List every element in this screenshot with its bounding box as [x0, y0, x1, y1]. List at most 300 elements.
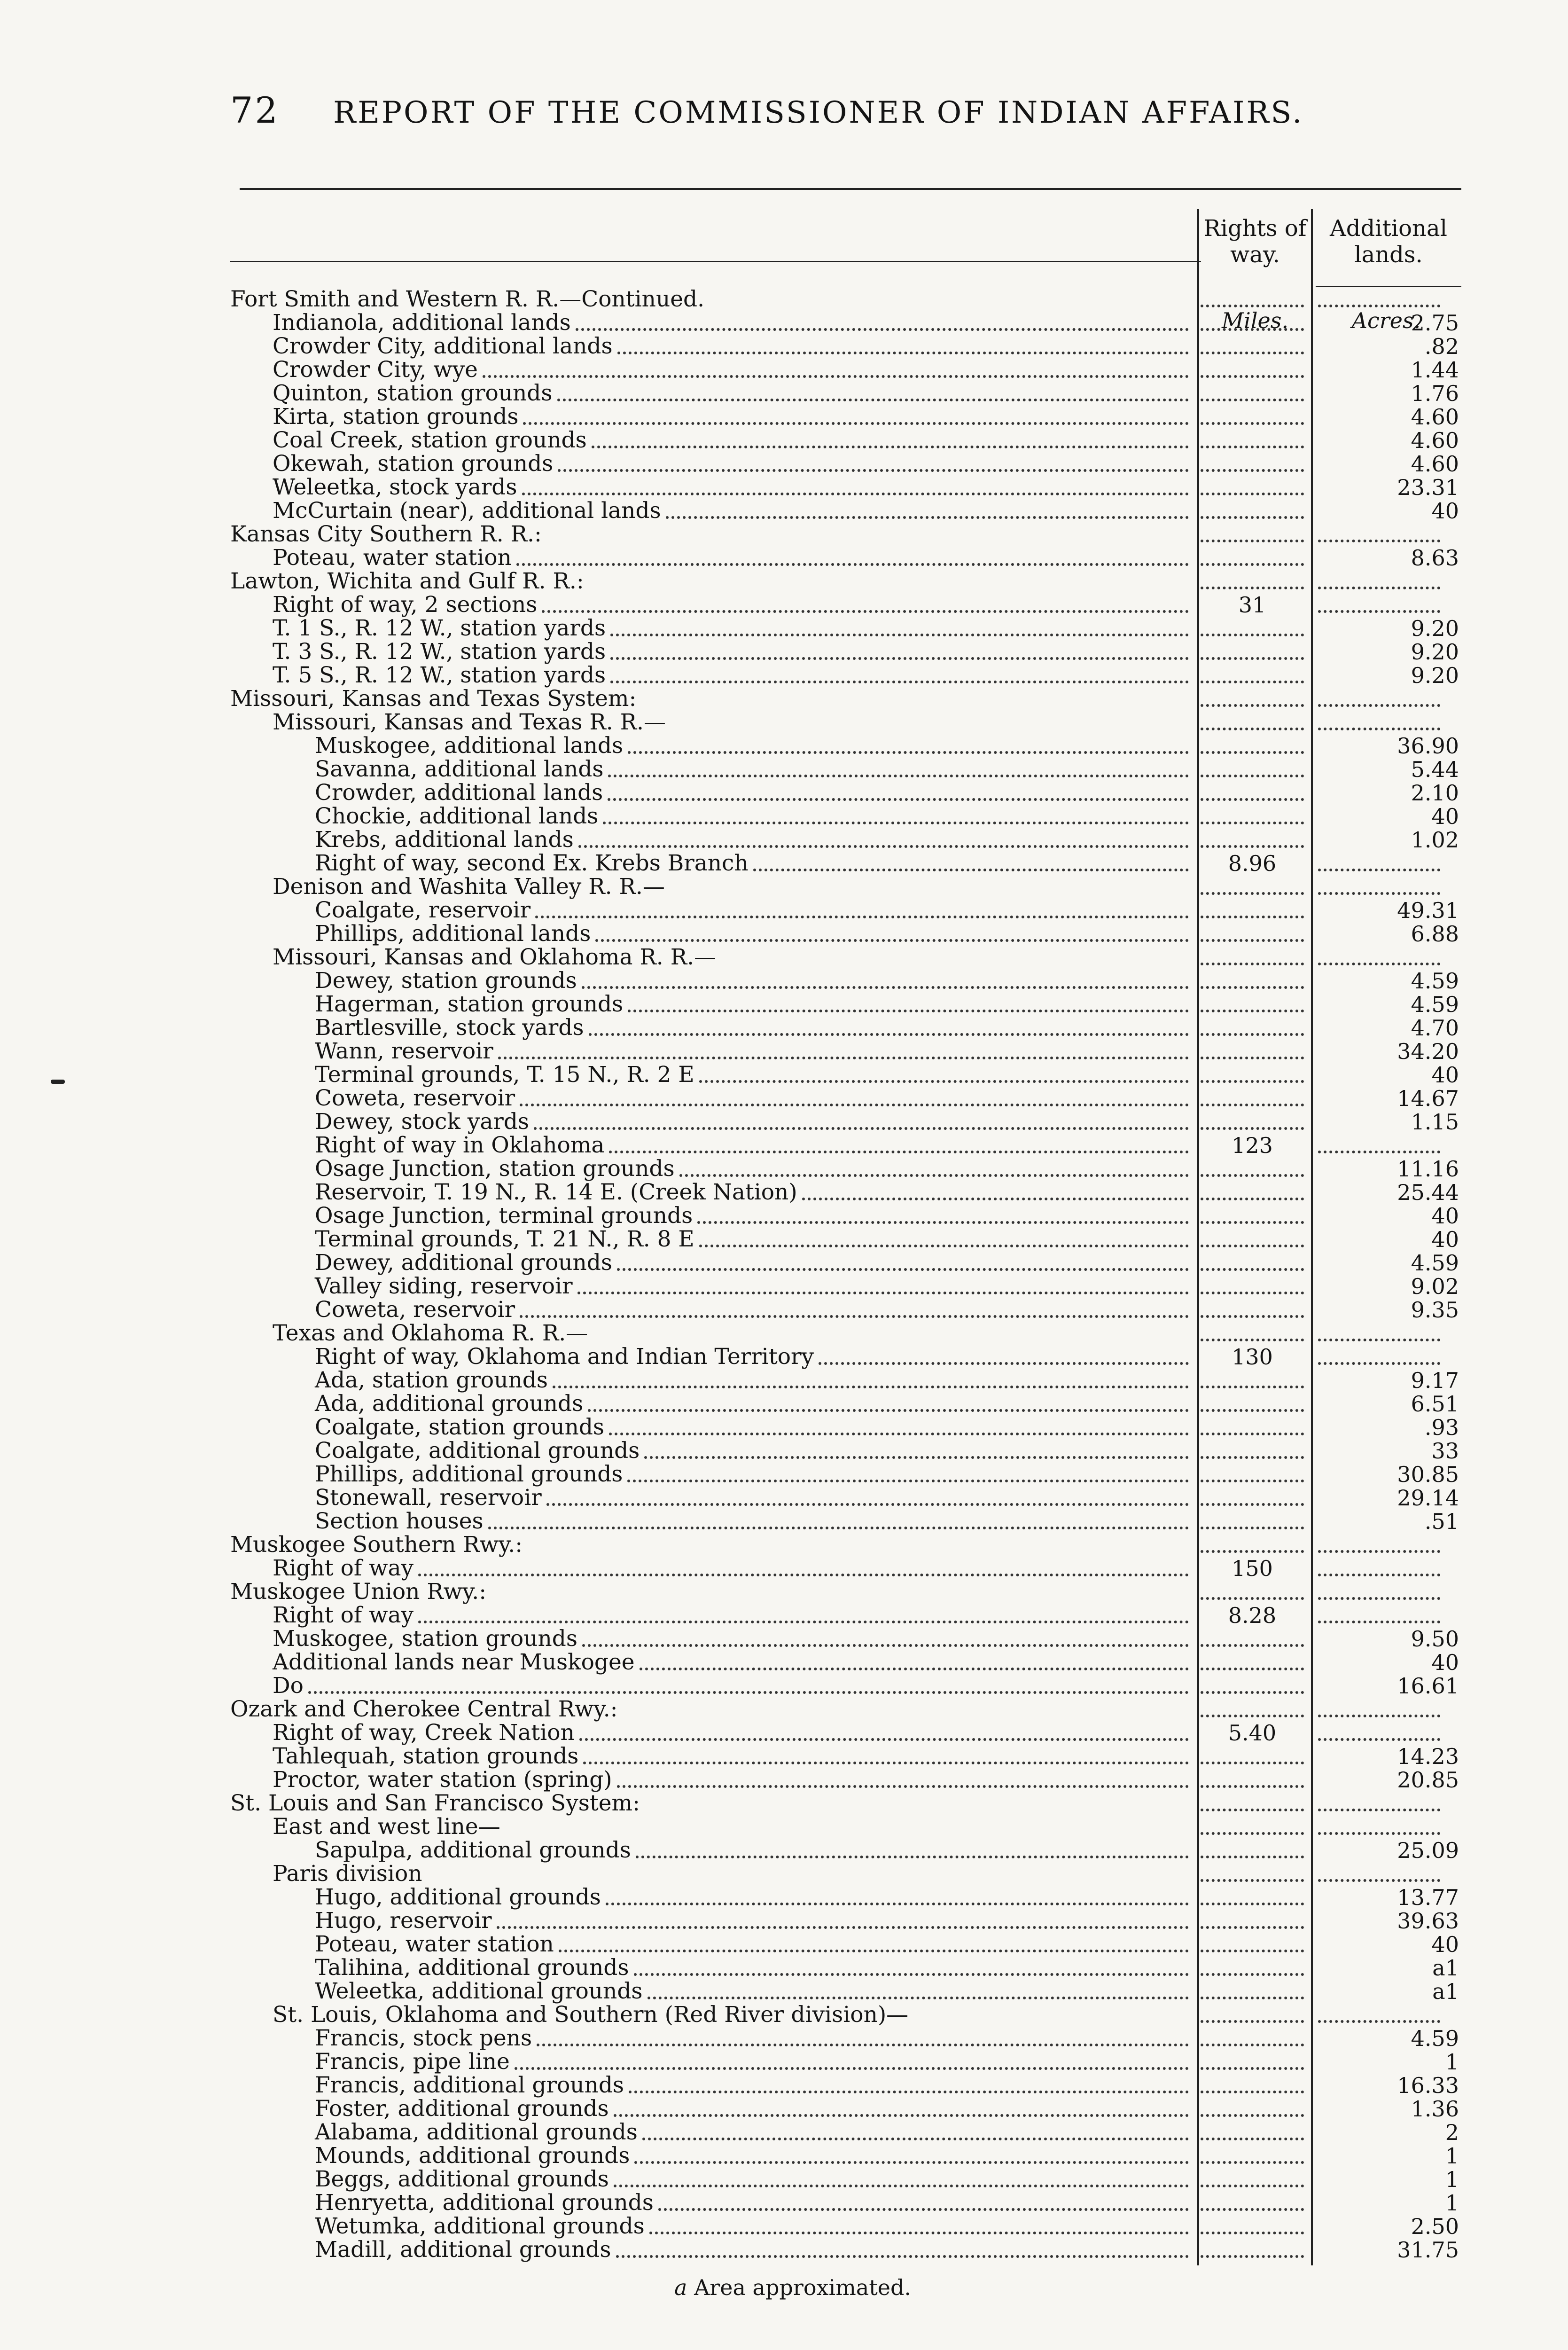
table-row [0, 570, 1568, 593]
table-row [0, 1627, 1568, 1651]
row-label: Muskogee Union Rwy.: [230, 1579, 487, 1605]
acres-leader [1318, 869, 1440, 871]
table-row [0, 1604, 1568, 1627]
row-label: Osage Junction, station grounds [315, 1156, 675, 1182]
miles-leader [1201, 446, 1304, 448]
dot-leader [553, 1386, 1189, 1388]
miles-cell: 31 [1238, 592, 1266, 618]
acres-leader [1318, 1809, 1440, 1811]
dot-leader [640, 1668, 1189, 1670]
dot-leader [658, 2208, 1189, 2211]
miles-leader [1201, 1597, 1304, 1600]
dot-leader [588, 1409, 1189, 1412]
acres-leader [1318, 1550, 1440, 1553]
dot-leader [617, 352, 1189, 354]
table-row [0, 593, 1568, 617]
acres-cell: 16.61 [1397, 1673, 1459, 1699]
acres-cell: 9.02 [1411, 1274, 1459, 1299]
row-label: Chockie, additional lands [315, 803, 599, 829]
table-row [0, 358, 1568, 382]
table-row [0, 382, 1568, 405]
acres-leader [1318, 1738, 1440, 1741]
row-label: Dewey, stock yards [315, 1109, 530, 1135]
row-label: Hugo, reservoir [315, 1908, 492, 1934]
acres-cell: 40 [1431, 1227, 1459, 1252]
dot-leader [523, 422, 1189, 425]
miles-leader [1201, 563, 1304, 566]
row-label: Right of way, Creek Nation [273, 1720, 575, 1746]
acres-leader [1318, 1715, 1440, 1717]
miles-leader [1201, 892, 1304, 895]
acres-leader [1318, 1879, 1440, 1882]
row-label: Madill, additional grounds [315, 2237, 611, 2263]
dot-leader [753, 869, 1189, 871]
miles-leader [1201, 1856, 1304, 1858]
table-row [0, 1275, 1568, 1298]
row-label: Right of way in Oklahoma [315, 1132, 605, 1158]
lands-header-rule [1316, 286, 1461, 287]
miles-leader [1201, 2161, 1304, 2164]
dot-leader [498, 1057, 1189, 1059]
table-row [0, 1839, 1568, 1862]
row-label: Kansas City Southern R. R.: [230, 521, 542, 547]
miles-cell: 123 [1232, 1133, 1273, 1158]
miles-cell: 5.40 [1228, 1720, 1277, 1746]
table-row [0, 1157, 1568, 1181]
miles-leader [1201, 469, 1304, 472]
acres-leader [1318, 1621, 1440, 1623]
table-row [0, 1533, 1568, 1557]
miles-leader [1201, 1997, 1304, 1999]
dot-leader [628, 1010, 1189, 1012]
table-row [0, 805, 1568, 828]
table-row [0, 1392, 1568, 1416]
table-row [0, 2027, 1568, 2050]
acres-cell: 25.44 [1397, 1180, 1459, 1205]
row-label: Osage Junction, terminal grounds [315, 1203, 693, 1229]
table-row [0, 1956, 1568, 1980]
miles-leader [1201, 399, 1304, 401]
miles-leader [1201, 1292, 1304, 1294]
row-label: Talihina, additional grounds [315, 1955, 629, 1981]
table-row [0, 546, 1568, 570]
dot-leader [610, 681, 1189, 683]
miles-leader [1201, 1480, 1304, 1482]
miles-leader [1201, 352, 1304, 354]
dot-leader [699, 1245, 1189, 1247]
miles-leader [1201, 2020, 1304, 2023]
miles-leader [1201, 775, 1304, 777]
row-label: Terminal grounds, T. 21 N., R. 8 E [315, 1226, 694, 1252]
miles-leader [1201, 1433, 1304, 1435]
row-label: Weleetka, stock yards [273, 474, 517, 500]
row-label: T. 1 S., R. 12 W., station yards [273, 615, 606, 641]
row-label: Ozark and Cherokee Central Rwy.: [230, 1696, 618, 1722]
acres-leader [1318, 305, 1440, 307]
dot-leader [802, 1198, 1189, 1200]
table-row [0, 429, 1568, 452]
table-row [0, 1486, 1568, 1510]
acres-cell: 31.75 [1397, 2237, 1459, 2263]
acres-cell: 1.76 [1411, 381, 1459, 406]
row-label: Coalgate, station grounds [315, 1414, 605, 1440]
miles-leader [1201, 681, 1304, 683]
acres-leader [1318, 1574, 1440, 1576]
row-label: Do [273, 1673, 304, 1699]
footnote-mark: a [674, 2275, 687, 2300]
dot-leader [537, 2044, 1189, 2046]
dot-leader [609, 1151, 1189, 1153]
miles-leader [1201, 1832, 1304, 1835]
row-label: Weleetka, additional grounds [315, 1978, 643, 2004]
row-label: Muskogee, station grounds [273, 1626, 577, 1652]
table-row [0, 1463, 1568, 1486]
row-label: Missouri, Kansas and Texas R. R.— [273, 709, 666, 735]
dot-leader [558, 469, 1189, 472]
miles-leader [1201, 1503, 1304, 1506]
miles-leader [1201, 2138, 1304, 2140]
dot-leader [606, 1903, 1189, 1905]
column-header-rule [230, 261, 1201, 262]
miles-leader [1201, 798, 1304, 801]
acres-cell: 40 [1431, 1932, 1459, 1957]
acres-cell: 14.67 [1397, 1086, 1459, 1111]
table-row [0, 899, 1568, 922]
dot-leader [589, 1033, 1189, 1036]
acres-cell: 9.35 [1411, 1297, 1459, 1323]
miles-leader [1201, 1315, 1304, 1318]
table-row [0, 499, 1568, 523]
table-row [0, 664, 1568, 687]
miles-leader [1201, 1080, 1304, 1083]
table-row [0, 1745, 1568, 1768]
dot-leader [636, 1856, 1189, 1858]
acres-cell: 5.44 [1411, 757, 1459, 782]
acres-leader [1318, 728, 1440, 730]
acres-cell: 1.44 [1411, 357, 1459, 383]
acres-unit-label: Acres. [1351, 308, 1421, 333]
table-row [0, 288, 1568, 311]
miles-leader [1201, 2114, 1304, 2117]
table-row [0, 1087, 1568, 1110]
row-label: Right of way [273, 1555, 414, 1581]
dot-leader [418, 1574, 1189, 1576]
row-label: Wetumka, additional grounds [315, 2213, 645, 2239]
miles-leader [1201, 1245, 1304, 1247]
table-row [0, 1909, 1568, 1933]
miles-leader [1201, 2091, 1304, 2093]
miles-leader [1201, 2255, 1304, 2258]
miles-leader [1201, 634, 1304, 636]
dot-leader [697, 1221, 1189, 1224]
table-row [0, 1862, 1568, 1886]
row-label: East and west line— [273, 1814, 500, 1840]
acres-leader [1318, 704, 1440, 707]
acres-cell: 14.23 [1397, 1744, 1459, 1769]
miles-leader [1201, 751, 1304, 754]
acres-leader [1318, 1362, 1440, 1365]
table-row [0, 758, 1568, 781]
dot-leader [592, 446, 1189, 448]
miles-leader [1201, 1668, 1304, 1670]
acres-cell: 4.70 [1411, 1015, 1459, 1041]
acres-cell: 20.85 [1397, 1767, 1459, 1793]
table-row [0, 2121, 1568, 2144]
miles-cell: 130 [1232, 1344, 1273, 1370]
row-label: Missouri, Kansas and Texas System: [230, 686, 637, 712]
miles-leader [1201, 986, 1304, 989]
acres-cell: 1.36 [1411, 2096, 1459, 2122]
row-label: Francis, pipe line [315, 2049, 510, 2075]
acres-leader [1318, 1832, 1440, 1835]
dot-leader [546, 1503, 1189, 1506]
row-label: Phillips, additional grounds [315, 1461, 623, 1487]
acres-cell: 4.60 [1411, 404, 1459, 430]
miles-leader [1201, 1550, 1304, 1553]
acres-cell: 11.16 [1397, 1156, 1459, 1182]
dot-leader [629, 2091, 1189, 2093]
dot-leader [534, 1127, 1189, 1130]
miles-leader [1201, 1033, 1304, 1036]
table-row [0, 617, 1568, 640]
table-row [0, 1228, 1568, 1251]
table-row [0, 1651, 1568, 1674]
table-row [0, 2003, 1568, 2027]
table-row [0, 1721, 1568, 1745]
acres-leader [1318, 963, 1440, 965]
dot-leader [614, 2114, 1189, 2117]
row-label: Additional lands near Muskogee [273, 1649, 635, 1675]
table-row [0, 1439, 1568, 1463]
row-label: Hugo, additional grounds [315, 1884, 601, 1910]
acres-cell: 40 [1431, 804, 1459, 829]
acres-cell: 40 [1431, 498, 1459, 524]
miles-leader [1201, 1127, 1304, 1130]
row-label: Right of way [273, 1602, 414, 1628]
acres-cell: 4.59 [1411, 2026, 1459, 2051]
table-row [0, 687, 1568, 711]
miles-leader [1201, 2044, 1304, 2046]
acres-cell: a1 [1432, 1979, 1459, 2004]
table-row [0, 828, 1568, 852]
acres-leader [1318, 1339, 1440, 1341]
table-row [0, 1204, 1568, 1228]
row-label: Phillips, additional lands [315, 921, 591, 947]
table-row [0, 335, 1568, 358]
row-label: Bartlesville, stock yards [315, 1015, 584, 1041]
table-row [0, 922, 1568, 946]
dot-leader [642, 2138, 1189, 2140]
table-row [0, 1768, 1568, 1792]
table-row [0, 1110, 1568, 1134]
row-label: Krebs, additional lands [315, 827, 574, 853]
miles-leader [1201, 1104, 1304, 1106]
row-label: Coalgate, additional grounds [315, 1438, 640, 1464]
dot-leader [649, 2232, 1189, 2234]
miles-leader [1201, 375, 1304, 378]
table-row [0, 405, 1568, 429]
acres-cell: 1 [1445, 2143, 1459, 2169]
miles-leader [1201, 845, 1304, 848]
acres-leader [1318, 892, 1440, 895]
row-label: Valley siding, reservoir [315, 1273, 573, 1299]
table-row [0, 2191, 1568, 2215]
acres-cell: 4.59 [1411, 968, 1459, 994]
miles-cell: 8.96 [1228, 851, 1277, 876]
table-row [0, 1063, 1568, 1087]
table-row [0, 1181, 1568, 1204]
acres-cell: .82 [1424, 334, 1459, 359]
table-row [0, 1933, 1568, 1956]
row-label: Tahlequah, station grounds [273, 1743, 579, 1769]
dot-leader [515, 2067, 1189, 2070]
miles-leader [1201, 1809, 1304, 1811]
miles-leader [1201, 657, 1304, 660]
row-label: Crowder City, wye [273, 357, 478, 383]
row-label: T. 5 S., R. 12 W., station yards [273, 662, 606, 688]
acres-cell: 9.20 [1411, 616, 1459, 641]
acres-cell: 1.02 [1411, 827, 1459, 853]
miles-leader [1201, 1456, 1304, 1459]
row-label: Lawton, Wichita and Gulf R. R.: [230, 568, 584, 594]
table-row [0, 2050, 1568, 2074]
print-speck [51, 1080, 65, 1084]
acres-cell: 1 [1445, 2167, 1459, 2192]
row-label: Right of way, 2 sections [273, 592, 538, 618]
row-label: Poteau, water station [315, 1931, 554, 1957]
dot-leader [516, 563, 1189, 566]
dot-leader [699, 1080, 1189, 1083]
dot-leader [535, 916, 1189, 918]
row-label: Foster, additional grounds [315, 2096, 609, 2122]
dot-leader [542, 610, 1189, 613]
row-label: Crowder City, additional lands [273, 333, 613, 359]
dot-leader [520, 1104, 1189, 1106]
table-row [0, 1322, 1568, 1345]
miles-leader [1201, 2185, 1304, 2187]
miles-leader [1201, 587, 1304, 589]
miles-leader [1201, 1409, 1304, 1412]
table-row [0, 969, 1568, 993]
row-label: Coweta, reservoir [315, 1297, 515, 1323]
acres-cell: 4.59 [1411, 1250, 1459, 1276]
row-label: Texas and Oklahoma R. R.— [273, 1320, 588, 1346]
footnote [674, 2275, 911, 2300]
dot-leader [595, 939, 1189, 942]
row-label: Ada, station grounds [315, 1367, 548, 1393]
acres-cell: 1 [1445, 2190, 1459, 2216]
acres-leader [1318, 610, 1440, 613]
table-row [0, 852, 1568, 875]
page-number: 72 [230, 89, 280, 131]
miles-leader [1201, 704, 1304, 707]
acres-cell: 39.63 [1397, 1908, 1459, 1934]
row-label: Coal Creek, station grounds [273, 427, 587, 453]
dot-leader [582, 1644, 1189, 1647]
miles-leader [1201, 1644, 1304, 1647]
acres-leader [1318, 1597, 1440, 1600]
table-row [0, 640, 1568, 664]
acres-cell: 2.50 [1411, 2214, 1459, 2239]
miles-leader [1201, 916, 1304, 918]
table-row [0, 2144, 1568, 2168]
row-label: Hagerman, station grounds [315, 991, 624, 1017]
dot-leader [617, 1785, 1189, 1788]
row-label: McCurtain (near), additional lands [273, 498, 661, 524]
dot-leader [603, 822, 1189, 824]
table-row [0, 1674, 1568, 1698]
table-row [0, 1792, 1568, 1815]
dot-leader [308, 1691, 1189, 1694]
dot-leader [488, 1527, 1189, 1529]
dot-leader [483, 375, 1189, 378]
row-label: Kirta, station grounds [273, 404, 519, 430]
miles-leader [1201, 2232, 1304, 2234]
acres-cell: 2.10 [1411, 780, 1459, 806]
acres-leader [1318, 540, 1440, 542]
table-row [0, 1016, 1568, 1040]
miles-leader [1201, 328, 1304, 331]
table-row [0, 2168, 1568, 2191]
dot-leader [666, 516, 1189, 519]
table-row [0, 711, 1568, 734]
miles-leader [1201, 1527, 1304, 1529]
row-label: Henryetta, additional grounds [315, 2190, 654, 2216]
dot-leader [617, 1268, 1189, 1271]
row-label: Terminal grounds, T. 15 N., R. 2 E [315, 1062, 694, 1088]
acres-cell: 1 [1445, 2049, 1459, 2075]
acres-cell: 40 [1431, 1650, 1459, 1675]
dot-leader [579, 1738, 1189, 1741]
acres-cell: 4.60 [1411, 428, 1459, 453]
miles-leader [1201, 1386, 1304, 1388]
table-row [0, 1298, 1568, 1322]
row-label: St. Louis and San Francisco System: [230, 1790, 640, 1816]
miles-leader [1201, 1010, 1304, 1012]
miles-leader [1201, 1879, 1304, 1882]
table-row [0, 1815, 1568, 1839]
row-label: Denison and Washita Valley R. R.— [273, 874, 665, 900]
miles-leader [1201, 2067, 1304, 2070]
miles-leader [1201, 1268, 1304, 1271]
miles-unit-label: Miles. [1222, 308, 1288, 333]
table-row [0, 1134, 1568, 1157]
additional-lands-header: Additional lands. [1330, 215, 1447, 268]
acres-leader [1318, 587, 1440, 589]
acres-cell: 4.60 [1411, 451, 1459, 477]
row-label: Ada, additional grounds [315, 1391, 584, 1417]
row-label: Fort Smith and Western R. R.—Continued. [230, 286, 705, 312]
acres-cell: 6.88 [1411, 921, 1459, 947]
miles-leader [1201, 728, 1304, 730]
row-label: Francis, additional grounds [315, 2072, 624, 2098]
table-row [0, 311, 1568, 335]
table-row [0, 1980, 1568, 2003]
row-label: Alabama, additional grounds [315, 2119, 638, 2145]
dot-leader [614, 2185, 1189, 2187]
acres-cell: .93 [1424, 1415, 1459, 1440]
miles-leader [1201, 1174, 1304, 1177]
row-label: Section houses [315, 1508, 484, 1534]
miles-leader [1201, 1762, 1304, 1764]
table-row [0, 1040, 1568, 1063]
acres-cell: 2.75 [1411, 310, 1459, 336]
acres-cell: 23.31 [1397, 475, 1459, 500]
table-row [0, 875, 1568, 899]
table-row [0, 2238, 1568, 2262]
table-row [0, 993, 1568, 1016]
row-label: Missouri, Kansas and Oklahoma R. R.— [273, 944, 717, 970]
